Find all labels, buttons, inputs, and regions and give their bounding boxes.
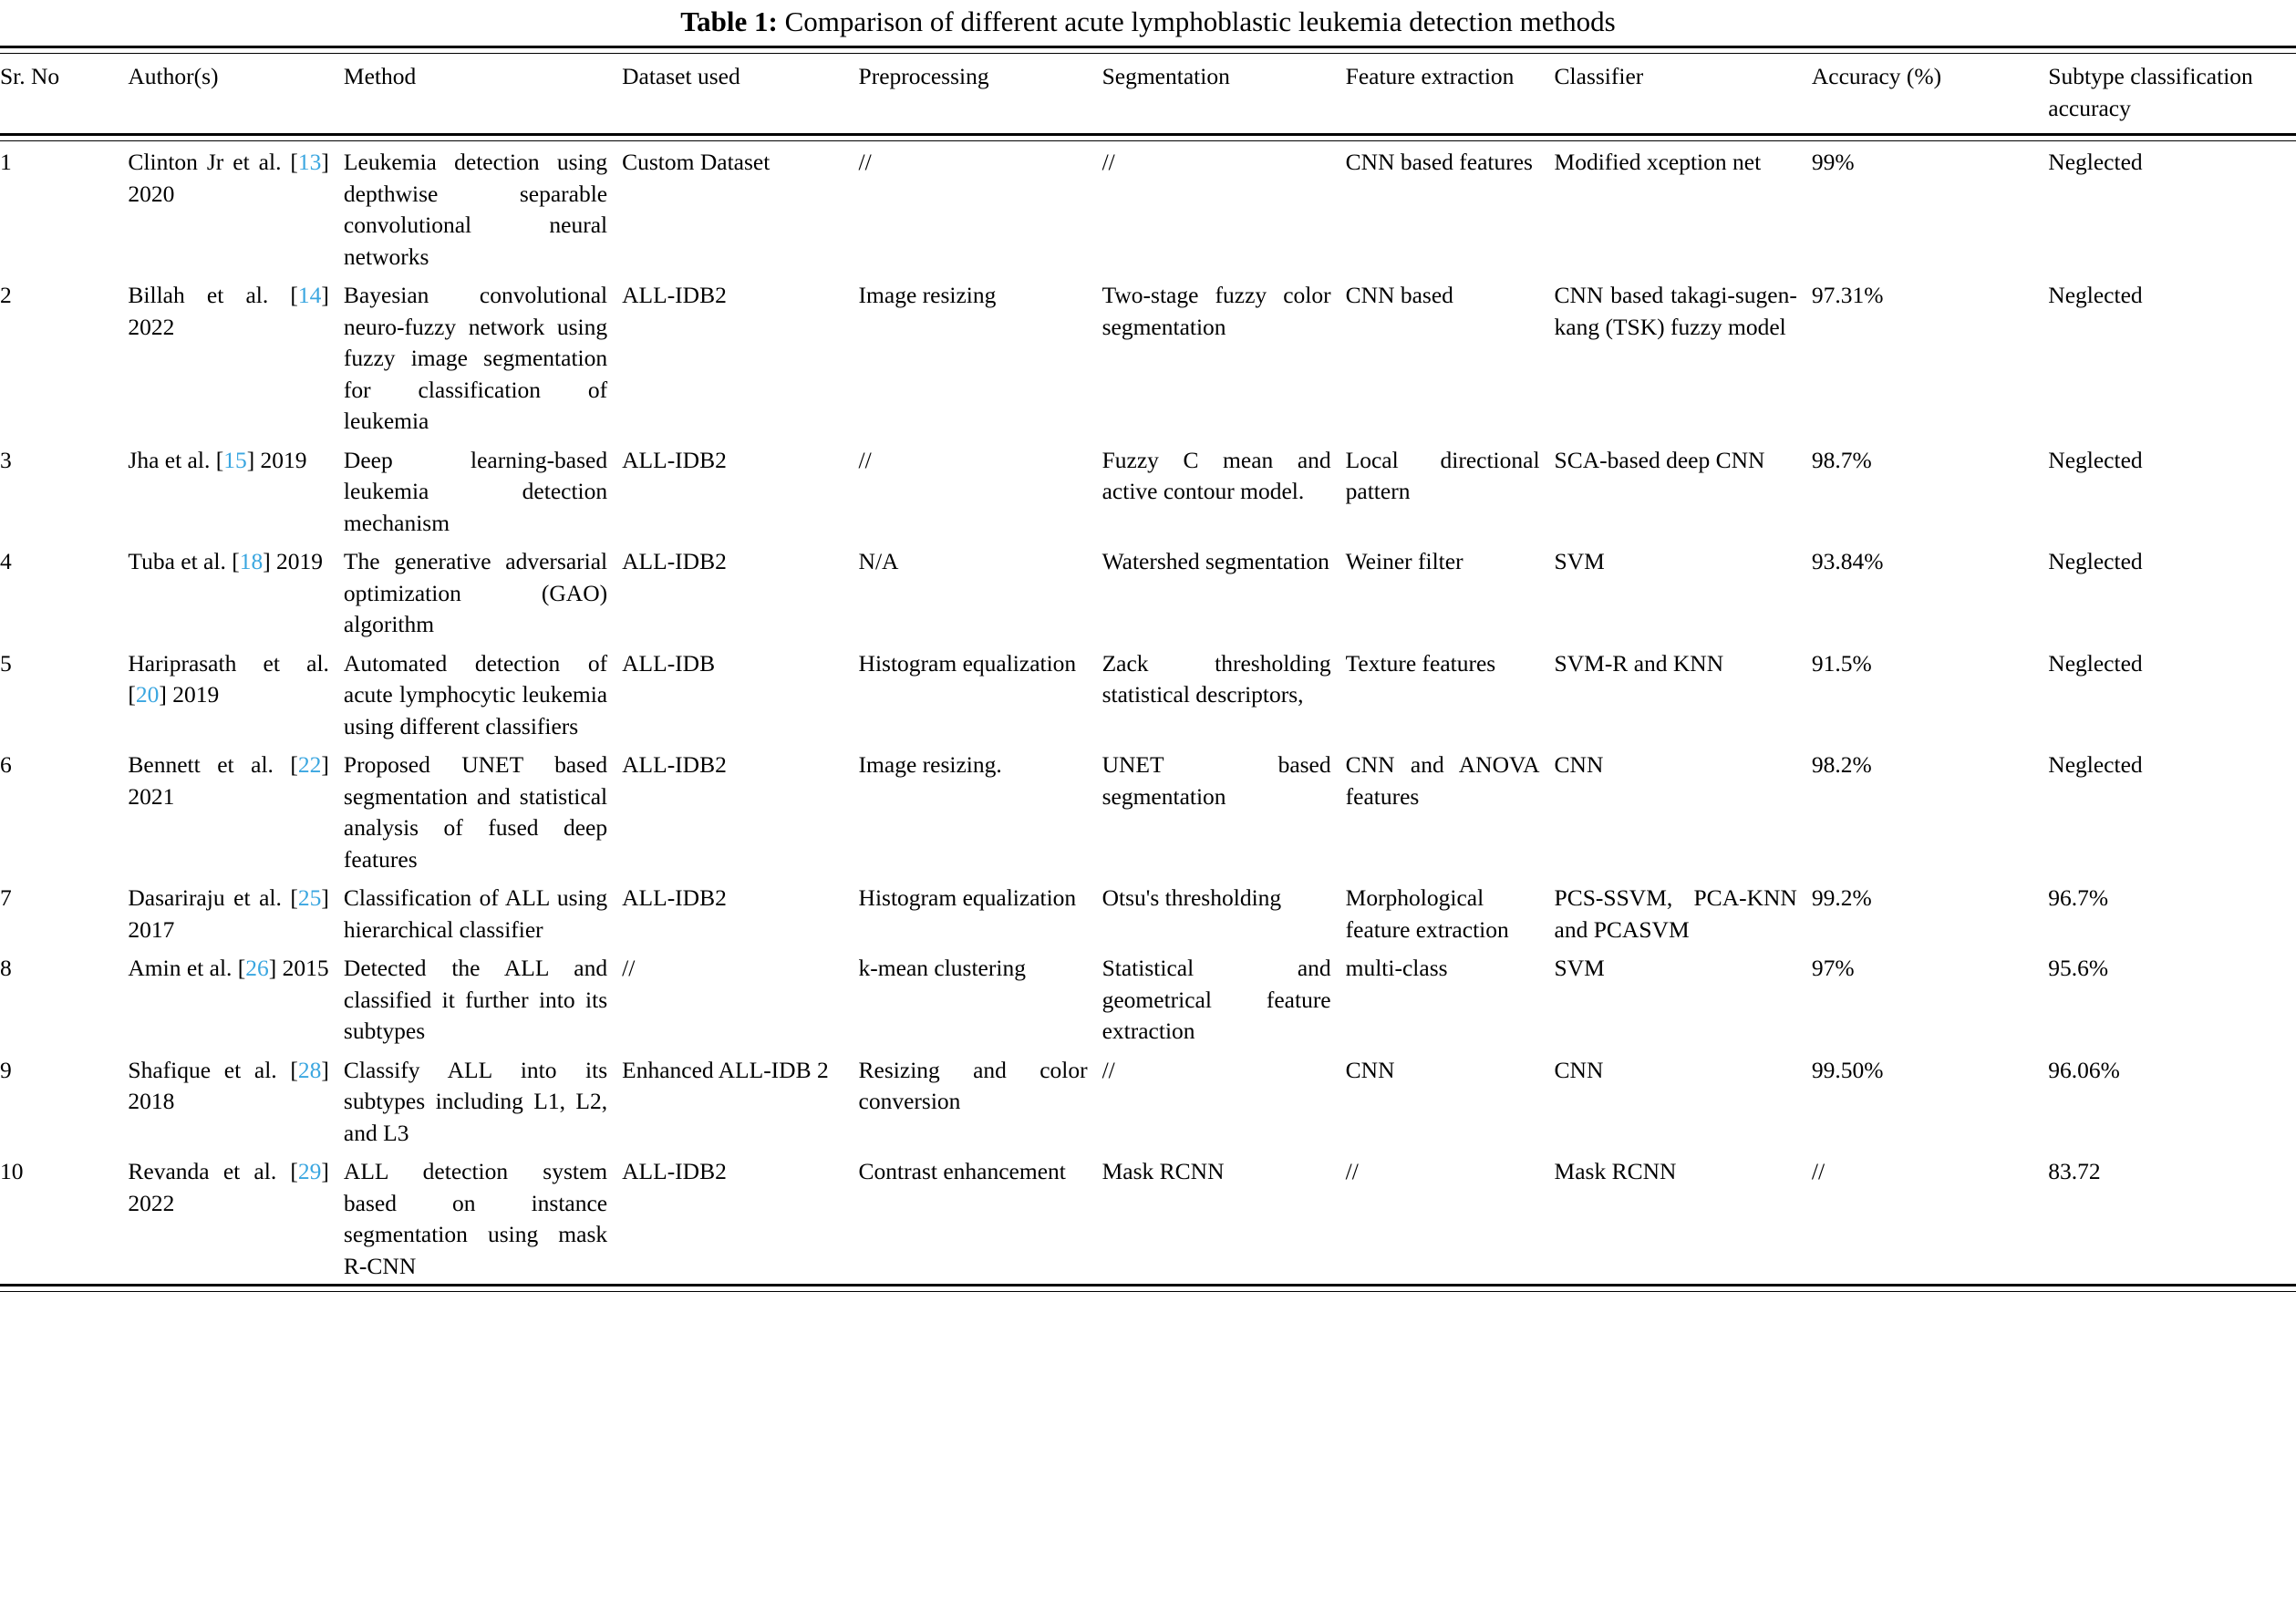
cell-segmentation: Otsu's thresholding <box>1101 884 1282 911</box>
cell-subtype_accuracy: Neglected <box>2048 751 2143 778</box>
cell-feature_extraction: Morphological feature extraction <box>1345 884 1509 943</box>
cell-author <box>128 947 344 1049</box>
cell-accuracy: 98.7% <box>1811 446 1872 473</box>
citation-link[interactable]: 13 <box>297 149 322 175</box>
author-name: Jha et al. [ <box>128 446 224 473</box>
col-header-method: Method <box>343 63 417 89</box>
cell-subtype_accuracy: Neglected <box>2048 282 2143 308</box>
top-rule <box>0 47 2296 54</box>
cell-classifier: PCS-SSVM, PCA-KNN and PCASVM <box>1554 884 1797 943</box>
cell-dataset: Custom Dataset <box>622 149 771 175</box>
cell-method: Detected the ALL and classified it further into its subtypes <box>343 955 608 1044</box>
author-year: ] 2022 <box>128 282 329 340</box>
cell-author <box>128 1049 344 1152</box>
author-year: ] 2019 <box>246 446 307 473</box>
cell-accuracy: 91.5% <box>1811 649 1872 677</box>
cell-preprocessing: Image resizing <box>858 282 997 308</box>
author-name: Shafique et al. [ <box>128 1056 298 1083</box>
cell-subtype_accuracy: Neglected <box>2048 149 2143 175</box>
cell-subtype_accuracy: Neglected <box>2048 446 2143 473</box>
cell-classifier: SVM <box>1554 548 1605 574</box>
table-row <box>0 947 2296 1049</box>
author-name: Bennett et al. [ <box>128 751 298 778</box>
citation-link[interactable]: 29 <box>297 1158 322 1184</box>
author-name: Dasariraju et al. [ <box>128 884 298 911</box>
author-year: ] 2019 <box>263 548 324 574</box>
table-footer <box>0 1286 2296 1292</box>
citation-link[interactable]: 28 <box>297 1056 322 1083</box>
table-caption <box>0 0 2296 46</box>
author-name: Billah et al. [ <box>128 282 298 308</box>
cell-classifier: CNN based takagi-sugen-kang (TSK) fuzzy model <box>1554 282 1797 340</box>
cell-dataset: Enhanced ALL-IDB 2 <box>622 1056 829 1083</box>
bottom-rule <box>0 1286 2296 1292</box>
cell-subtype_accuracy: Neglected <box>2048 548 2143 574</box>
cell-sr_no: 5 <box>0 649 12 677</box>
cell-classifier: SVM <box>1554 955 1605 981</box>
cell-accuracy: 98.2% <box>1811 751 1872 778</box>
cell-segmentation: // <box>1101 149 1115 175</box>
citation-link[interactable]: 22 <box>297 751 322 778</box>
cell-sr_no: 8 <box>0 955 12 981</box>
citation-link[interactable]: 14 <box>297 282 322 308</box>
col-header-authors: Author(s) <box>128 63 219 89</box>
author-year: ] 2015 <box>268 955 329 981</box>
cell-method: Deep learning-based leukemia detection mechanism <box>343 446 608 536</box>
cell-accuracy: 99.2% <box>1811 884 1872 911</box>
cell-segmentation: Watershed segmentation <box>1101 548 1329 574</box>
cell-dataset: ALL-IDB2 <box>622 751 727 778</box>
header-rule <box>0 135 2296 141</box>
cell-author <box>128 1151 344 1286</box>
cell-feature_extraction: CNN and ANOVA features <box>1345 751 1540 810</box>
cell-author <box>128 877 344 947</box>
cell-feature_extraction: Weiner filter <box>1345 548 1463 574</box>
col-header-subtype-accuracy: Subtype classification accuracy <box>2048 63 2253 121</box>
cell-feature_extraction: CNN based <box>1345 282 1453 308</box>
cell-author <box>128 643 344 745</box>
col-header-feature-extraction: Feature extraction <box>1345 63 1515 89</box>
citation-link[interactable]: 18 <box>239 548 264 574</box>
cell-preprocessing: Resizing and color conversion <box>858 1056 1088 1114</box>
author-name: Tuba et al. [ <box>128 548 240 574</box>
table-body <box>0 141 2296 1286</box>
cell-segmentation: UNET based segmentation <box>1101 751 1331 810</box>
cell-segmentation: Two-stage fuzzy color segmentation <box>1101 282 1331 340</box>
col-header-accuracy: Accuracy (%) <box>1811 63 1942 89</box>
cell-author <box>128 141 344 275</box>
cell-author <box>128 274 344 439</box>
cell-method: Bayesian convolutional neuro-fuzzy network using fuzzy image segmentation for classification of leukemia <box>343 282 608 434</box>
author-year: ] 2019 <box>159 681 220 708</box>
cell-feature_extraction: Texture features <box>1345 649 1496 677</box>
author-year: ] 2021 <box>128 751 329 810</box>
author-year: ] 2017 <box>128 884 329 943</box>
citation-link[interactable]: 15 <box>223 446 247 473</box>
citation-link[interactable]: 25 <box>297 884 322 911</box>
cell-method: Classify ALL into its subtypes including L1, L2, and L3 <box>343 1056 608 1146</box>
cell-segmentation: Mask RCNN <box>1101 1158 1225 1184</box>
cell-feature_extraction: CNN <box>1345 1056 1395 1083</box>
cell-accuracy: // <box>1811 1158 1825 1184</box>
cell-sr_no: 9 <box>0 1056 12 1083</box>
table-row <box>0 141 2296 275</box>
author-name: Revanda et al. [ <box>128 1158 298 1184</box>
caption-text: Comparison of different acute lymphoblastic leukemia detection methods <box>784 5 1616 37</box>
cell-preprocessing: k-mean clustering <box>858 955 1026 981</box>
cell-preprocessing: N/A <box>858 548 899 574</box>
cell-segmentation: Zack thresholding statistical descriptors, <box>1101 649 1331 708</box>
cell-preprocessing: Histogram equalization <box>858 884 1077 911</box>
cell-sr_no: 2 <box>0 282 12 308</box>
author-name: Clinton Jr et al. [ <box>128 149 298 175</box>
cell-preprocessing: Contrast enhancement <box>858 1158 1066 1184</box>
cell-accuracy: 99.50% <box>1811 1056 1884 1083</box>
rule-row-bottom <box>0 1286 2296 1292</box>
table-row <box>0 439 2296 542</box>
cell-segmentation: Statistical and geometrical feature extraction <box>1101 955 1331 1044</box>
col-header-dataset-used: Dataset used <box>622 63 740 89</box>
cell-preprocessing: // <box>858 446 872 473</box>
cell-classifier: SCA-based deep CNN <box>1554 446 1765 473</box>
cell-accuracy: 93.84% <box>1811 548 1884 574</box>
author-year: ] 2018 <box>128 1056 329 1114</box>
table-row <box>0 1049 2296 1152</box>
cell-classifier: Modified xception net <box>1554 149 1762 175</box>
cell-dataset: ALL-IDB2 <box>622 446 727 473</box>
citation-link[interactable]: 26 <box>245 955 269 981</box>
cell-classifier: Mask RCNN <box>1554 1158 1677 1184</box>
cell-accuracy: 97.31% <box>1811 282 1884 308</box>
author-year: ] 2020 <box>128 149 329 207</box>
cell-dataset: ALL-IDB <box>622 649 716 677</box>
rule-row-top <box>0 47 2296 54</box>
author-name: Hariprasath et al. [ <box>128 649 329 708</box>
col-header-preprocessing: Preprocessing <box>858 63 989 89</box>
cell-sr_no: 4 <box>0 548 12 574</box>
col-header-sr-no: Sr. No <box>0 63 60 89</box>
cell-method: Leukemia detection using depthwise separable convolutional neural networks <box>343 149 608 270</box>
table-row <box>0 541 2296 643</box>
cell-sr_no: 10 <box>0 1158 24 1184</box>
cell-classifier: CNN <box>1554 751 1604 778</box>
rule-row-mid <box>0 135 2296 141</box>
cell-dataset: ALL-IDB2 <box>622 884 727 911</box>
cell-author <box>128 541 344 643</box>
cell-classifier: SVM-R and KNN <box>1554 649 1724 677</box>
cell-dataset: // <box>622 955 636 981</box>
cell-feature_extraction: CNN based features <box>1345 149 1533 175</box>
cell-accuracy: 99% <box>1811 149 1855 175</box>
cell-feature_extraction: Local directional pattern <box>1345 446 1540 504</box>
citation-link[interactable]: 20 <box>135 681 160 708</box>
cell-feature_extraction: multi-class <box>1345 955 1448 981</box>
cell-sr_no: 1 <box>0 149 12 175</box>
cell-segmentation: // <box>1101 1056 1115 1083</box>
header-row <box>0 54 2296 135</box>
cell-method: ALL detection system based on instance segmentation using mask R-CNN <box>343 1158 608 1279</box>
cell-subtype_accuracy: 96.7% <box>2048 884 2109 911</box>
cell-sr_no: 3 <box>0 446 12 473</box>
table-row <box>0 744 2296 877</box>
table-row <box>0 643 2296 745</box>
cell-author <box>128 439 344 542</box>
comparison-table <box>0 46 2296 1292</box>
author-year: ] 2022 <box>128 1158 329 1216</box>
cell-preprocessing: Histogram equalization <box>858 649 1077 677</box>
cell-author <box>128 744 344 877</box>
cell-method: The generative adversarial optimization (GAO) algorithm <box>343 548 608 637</box>
cell-method: Automated detection of acute lymphocytic leukemia using different classifiers <box>343 649 608 739</box>
table-header <box>0 47 2296 141</box>
cell-dataset: ALL-IDB2 <box>622 1158 727 1184</box>
table-row <box>0 1151 2296 1286</box>
col-header-segmentation: Segmentation <box>1101 63 1230 89</box>
cell-accuracy: 97% <box>1811 955 1855 981</box>
cell-subtype_accuracy: 83.72 <box>2048 1158 2101 1184</box>
cell-feature_extraction: // <box>1345 1158 1359 1184</box>
cell-subtype_accuracy: 96.06% <box>2048 1056 2120 1083</box>
table-row <box>0 877 2296 947</box>
cell-dataset: ALL-IDB2 <box>622 282 727 308</box>
cell-preprocessing: Image resizing. <box>858 751 1002 778</box>
col-header-classifier: Classifier <box>1554 63 1644 89</box>
cell-preprocessing: // <box>858 149 872 175</box>
cell-segmentation: Fuzzy C mean and active contour model. <box>1101 446 1331 504</box>
cell-method: Classification of ALL using hierarchical classifier <box>343 884 608 943</box>
cell-sr_no: 7 <box>0 884 12 911</box>
author-name: Amin et al. [ <box>128 955 246 981</box>
cell-sr_no: 6 <box>0 751 12 778</box>
cell-classifier: CNN <box>1554 1056 1604 1083</box>
cell-dataset: ALL-IDB2 <box>622 548 727 574</box>
cell-subtype_accuracy: 95.6% <box>2048 955 2109 981</box>
table-row <box>0 274 2296 439</box>
caption-label: Table 1: <box>680 5 778 37</box>
cell-method: Proposed UNET based segmentation and statistical analysis of fused deep features <box>343 751 608 873</box>
cell-subtype_accuracy: Neglected <box>2048 649 2143 677</box>
